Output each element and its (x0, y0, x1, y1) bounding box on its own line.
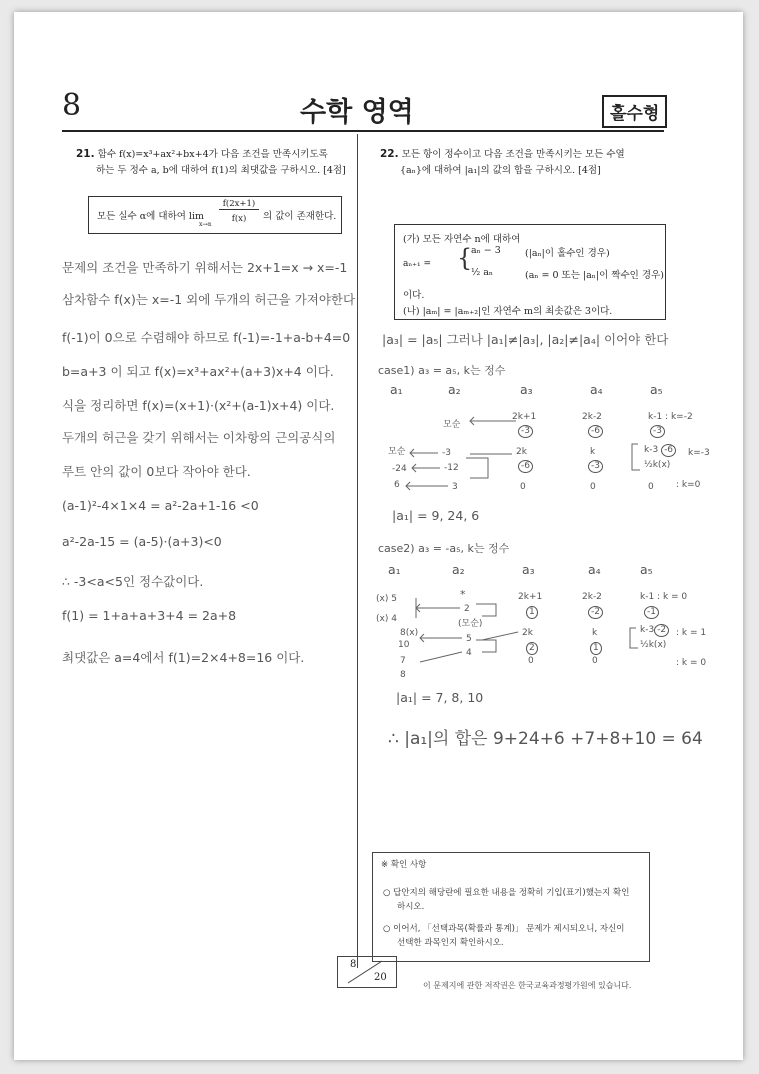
page-title: 수학 영역 (300, 97, 414, 128)
checklist-title: ※ 확인 사항 (381, 860, 427, 870)
hw22-head-a3: a₃ (522, 562, 535, 577)
hw22-c2-circle: -2 (588, 606, 603, 619)
checklist-item-cont: 선택한 과목인지 확인하시오. (397, 938, 504, 948)
hw22-c1-v: 6 (394, 480, 400, 490)
q21-cond-text-b: 의 값이 존재한다. (263, 211, 337, 222)
hw22-c1-zero: 0 (590, 482, 596, 492)
q22-line2: {aₙ}에 대하여 |a₁|의 값의 합을 구하시오. [4점] (400, 165, 601, 176)
q21-text (76, 146, 346, 179)
page-counter (337, 956, 397, 988)
hw22-c1-zero: 0 (648, 482, 654, 492)
checklist-box (372, 852, 650, 962)
q22-case2-expr: ½ aₙ (471, 267, 494, 278)
hw22-head-a4: a₄ (588, 562, 601, 577)
hw22-c2-v: (x) 5 (376, 594, 397, 604)
hw22-head-a1: a₁ (388, 562, 401, 577)
hw22-result2: |a₁| = 7, 8, 10 (396, 690, 484, 705)
hw22-c1-a4mid: k (590, 447, 596, 457)
q21-cond-num: f(2x+1) (219, 199, 259, 210)
q22-line1: 모든 항이 정수이고 다음 조건을 만족시키는 모든 수열 (401, 149, 625, 160)
hw22-head-a2: a₂ (448, 382, 461, 397)
hw22-c2-a5midb: ½k(x) (640, 640, 667, 650)
hw22-final: ∴ |a₁|의 합은 9+24+6 +7+8+10 = 64 (388, 729, 703, 749)
hw21-line: f(-1)이 0으로 수렴해야 하므로 f(-1)=-1+a-b+4=0 (62, 330, 351, 345)
hw22-head-a5: a₅ (650, 382, 663, 397)
hw22-case1-title: case1) a₃ = a₅, k는 정수 (378, 364, 506, 377)
q22-condition-box (394, 224, 666, 320)
hw21-line: ∴ -3<a<5인 정수값이다. (62, 574, 204, 589)
hw21-line: b=a+3 이 되고 f(x)=x³+ax²+(a+3)x+4 이다. (62, 364, 334, 379)
hw22-head-a3: a₃ (520, 382, 533, 397)
hw21-line: 최댓값은 a=4에서 f(1)=2×4+8=16 이다. (62, 650, 305, 665)
hw22-c2-zero: 0 (592, 656, 598, 666)
checklist-item-cont: 하시오. (397, 902, 425, 912)
hw22-c1-a5top: k-1 : k=-2 (648, 412, 693, 422)
q21-cond-sub: x→α (199, 221, 212, 228)
hw22-c2-a4top: 2k-2 (582, 592, 602, 602)
hw22-c2-mosun: (모순) (458, 619, 483, 629)
hw22-c2-circle: 1 (590, 642, 602, 655)
q21-cond-text-a: 모든 실수 α에 대하여 lim (97, 211, 204, 222)
q22-case1-expr: aₙ − 3 (471, 245, 501, 256)
column-divider (357, 134, 358, 968)
hw22-result1: |a₁| = 9, 24, 6 (392, 508, 480, 523)
hw22-c1-a5midb: ½k(x) (644, 460, 671, 470)
hw22-c2-v: 4 (466, 648, 472, 658)
hw22-c1-mosun2: 모순 (388, 447, 406, 457)
hw22-c2-v: 2 (464, 604, 470, 614)
page-current: 8 (350, 959, 357, 970)
hw22-case2-title: case2) a₃ = -a₅, k는 정수 (378, 542, 510, 555)
header-rule (62, 130, 664, 132)
hw22-c2-a3top: 2k+1 (518, 592, 543, 602)
hw22-c1-v: -12 (444, 463, 459, 473)
hw22-c2-circle: 2 (526, 642, 538, 655)
hw22-c2-v: 10 (398, 640, 410, 650)
hw22-c1-circle: -6 (518, 460, 533, 473)
q22-text (380, 146, 625, 179)
hw21-line: (a-1)²-4×1×4 = a²-2a+1-16 <0 (62, 498, 259, 513)
hw22-c1-v: -24 (392, 464, 407, 474)
q21-condition-box (88, 196, 342, 234)
hw22-c1-circle: -3 (518, 425, 533, 438)
hw21-line: 문제의 조건을 만족하기 위해서는 2x+1=x → x=-1 (62, 260, 348, 275)
hw22-c2-circle: 1 (526, 606, 538, 619)
hw22-c2-k0: : k = 0 (676, 658, 707, 668)
hw22-c1-v: -3 (442, 448, 451, 458)
copyright: 이 문제지에 관한 저작권은 한국교육과정평가원에 있습니다. (423, 981, 632, 990)
hw22-c2-v: 8(x) (400, 628, 419, 638)
checklist-item: ○ 답안지의 해당란에 필요한 내용을 정확히 기입(표기)했는지 확인 (383, 888, 630, 898)
hw22-c1-a4top: 2k-2 (582, 412, 602, 422)
hw22-c2-a5mid: k-3 -2 (640, 624, 669, 637)
q21-number: 21. (76, 148, 95, 160)
checklist-item: ○ 이어서, 「선택과목(확률과 통계)」 문제가 제시되오니, 자신이 (383, 924, 625, 934)
q22-number: 22. (380, 148, 399, 160)
hw22-head-a5: a₅ (640, 562, 653, 577)
q21-cond-den: f(x) (231, 214, 247, 224)
hw22-c2-zero: 0 (528, 656, 534, 666)
q21-line1: 함수 f(x)=x³+ax²+bx+4가 다음 조건을 만족시키도록 (97, 149, 328, 160)
hw22-c1-circle: -3 (650, 425, 665, 438)
hw22-c1-k: k=-3 (688, 448, 710, 458)
type-badge: 홀수형 (602, 95, 667, 128)
hw21-line: 두개의 허근을 갖기 위해서는 이차항의 근의공식의 (62, 430, 336, 445)
hw22-c2-v: (x) 4 (376, 614, 397, 624)
hw22-c2-star: * (460, 588, 466, 601)
hw22-c2-v: 5 (466, 634, 472, 644)
hw22-c1-mosun: 모순 (443, 420, 461, 430)
hw22-c1-v: 3 (452, 482, 458, 492)
page-number: 8 (62, 88, 82, 123)
hw22-c1-k0: : k=0 (676, 480, 701, 490)
hw21-line: a²-2a-15 = (a-5)·(a+3)<0 (62, 534, 222, 549)
q22-brace: { (457, 244, 473, 272)
hw22-c2-a3mid: 2k (522, 628, 533, 638)
hw22-c1-a3mid: 2k (516, 447, 527, 457)
q22-ga: (가) 모든 자연수 n에 대하여 (403, 234, 521, 245)
hw22-head-a4: a₄ (590, 382, 603, 397)
q21-line2: 하는 두 정수 a, b에 대하여 f(1)의 최댓값을 구하시오. [4점] (96, 165, 346, 176)
q22-na: (나) |aₘ| = |aₘ₊₂|인 자연수 m의 최솟값은 3이다. (403, 306, 613, 317)
hw22-top: |a₃| = |a₅| 그러나 |a₁|≠|a₃|, |a₂|≠|a₄| 이어야 한다 (382, 332, 669, 347)
hw22-c2-v: 7 (400, 656, 406, 666)
page-slash (338, 957, 396, 987)
hw22-c2-a5top: k-1 : k = 0 (640, 592, 688, 602)
q22-lhs: aₙ₊₁ = (403, 259, 432, 269)
q22-case1-cond: (|aₙ|이 홀수인 경우) (525, 248, 610, 259)
hw22-c2-circle: -1 (644, 606, 659, 619)
hw21-line: 식을 정리하면 f(x)=(x+1)·(x²+(a-1)x+4) 이다. (62, 398, 335, 413)
q22-ida: 이다. (403, 290, 425, 301)
q22-case2-cond: (aₙ = 0 또는 |aₙ|이 짝수인 경우) (525, 270, 664, 281)
hw22-head-a1: a₁ (390, 382, 403, 397)
hw22-c1-zero: 0 (520, 482, 526, 492)
hw22-c1-circle: -3 (588, 460, 603, 473)
hw22-c1-a3top: 2k+1 (512, 412, 537, 422)
hw21-line: 루트 안의 값이 0보다 작아야 한다. (62, 464, 251, 479)
hw22-c1-circle: -6 (588, 425, 603, 438)
hw21-line: 삼차함수 f(x)는 x=-1 외에 두개의 허근을 가져야한다 (62, 292, 356, 307)
hw22-c1-a5mid: k-3 -6 (644, 444, 676, 457)
hw21-line: f(1) = 1+a+a+3+4 = 2a+8 (62, 608, 237, 623)
hw22-c2-v: 8 (400, 670, 406, 680)
hw22-head-a2: a₂ (452, 562, 465, 577)
hw22-c2-a4mid: k (592, 628, 598, 638)
hw22-c2-k1: : k = 1 (676, 628, 707, 638)
page-total: 20 (374, 972, 387, 983)
